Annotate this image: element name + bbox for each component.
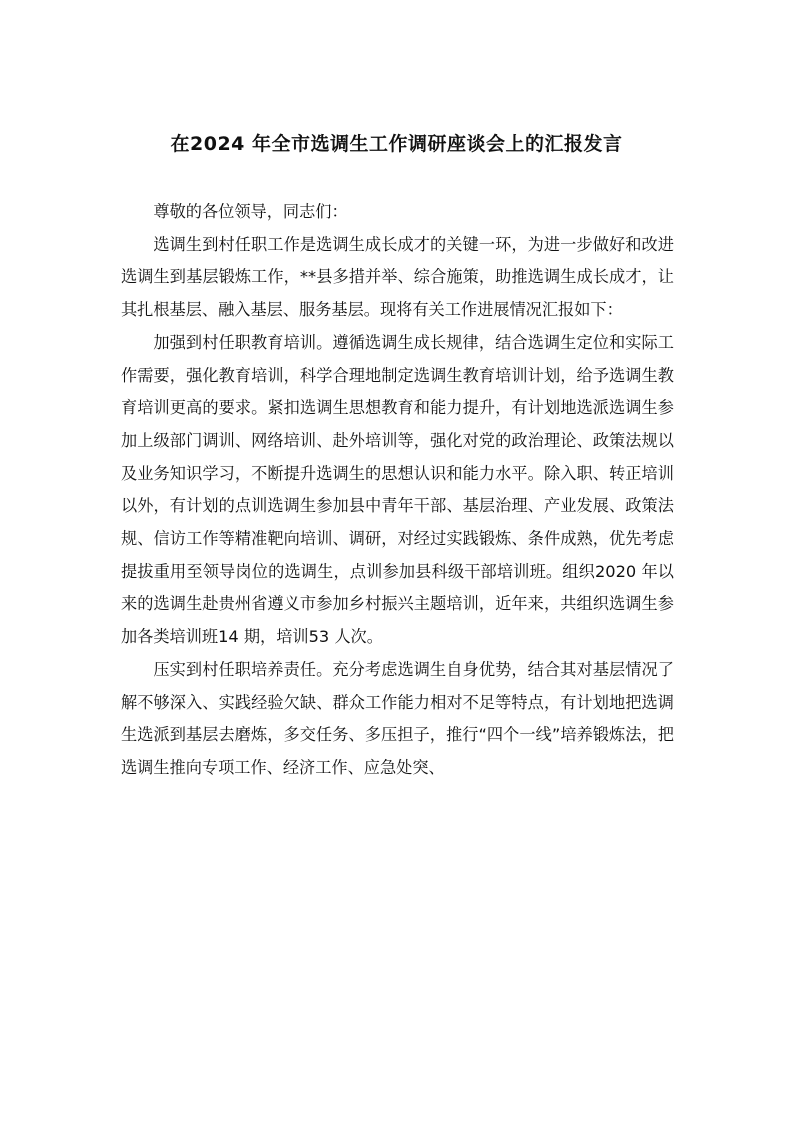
document-body: [121, 196, 674, 785]
paragraph-intro: 选调生到村任职工作是选调生成长成才的关键一环，为进一步做好和改进选调生到基层锻炼工作，**县多措并举、综合施策，助推选调生成长成才，让其扎根基层、融入基层、服务基层。现将有关工作进展情况汇报如下：: [121, 234, 674, 320]
document-title: 在2024 年全市选调生工作调研座谈会上的汇报发言: [170, 133, 623, 155]
paragraph-training: 加强到村任职教育培训。遵循选调生成长规律，结合选调生定位和实际工作需要，强化教育培训，科学合理地制定选调生教育培训计划，给予选调生教育培训更高的要求。紧扣选调生思想教育和能力提升，有计划地选派选调生参加上级部门调训、网络培训、赴外培训等，强化对党的政治理论、政策法规以及业务知识学习，不断提升选调生的思想认识和能力水平。除入职、转正培训以外，有计划的点训选调生参加县中青年干部、基层治理、产业发展、政策法规、信访工作等精准靶向培训、调研，对经过实践锻炼、条件成熟，优先考虑提拔重用至领导岗位的选调生，点训参加县科级干部培训班。组织2020 年以来的选调生赴贵州省遵义市参加乡村振兴主题培训，近年来，共组织选调生参加各类培训班14 期，培训53 人次。: [121, 332, 674, 647]
paragraph-responsibility: 压实到村任职培养责任。充分考虑选调生自身优势，结合其对基层情况了解不够深入、实践经验欠缺、群众工作能力相对不足等特点，有计划地把选调生选派到基层去磨炼，多交任务、多压担子，推行“四个一线”培养锻炼法，把选调生推向专项工作、经济工作、应急处突、: [121, 659, 674, 777]
salutation: 尊敬的各位领导，同志们：: [153, 202, 348, 221]
